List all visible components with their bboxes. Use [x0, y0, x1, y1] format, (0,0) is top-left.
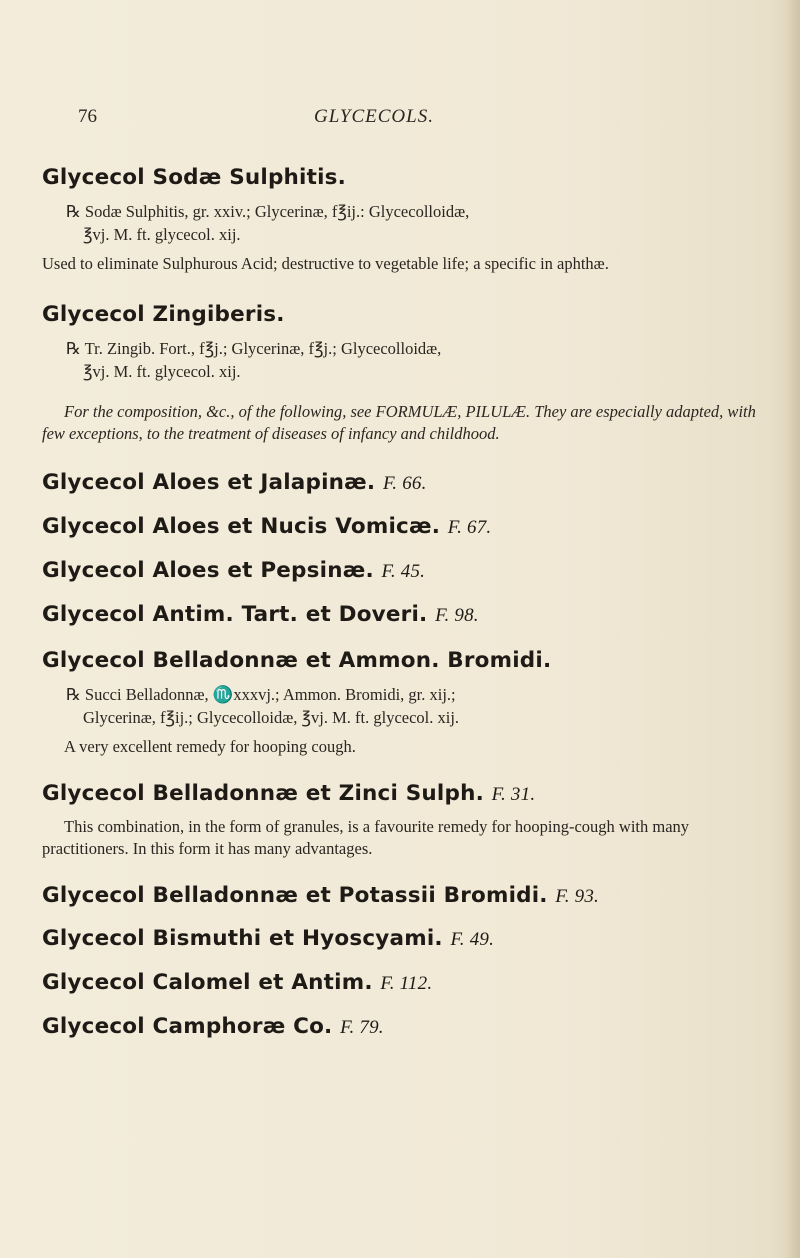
formula-ref: F. 45.	[381, 561, 426, 582]
prescription-line: ℥vj. M. ft. glycecol. xij.	[83, 362, 241, 381]
entry-sodae-sulphitis	[42, 164, 762, 275]
prescription-line: ℥vj. M. ft. glycecol. xij.	[83, 225, 241, 244]
prescription-line: ℞ Sodæ Sulphitis, gr. xxiv.; Glycerinæ, f℥ij.: Glycecolloidæ,	[66, 202, 470, 221]
page-content	[42, 164, 762, 1049]
formula-ref: F. 49.	[450, 929, 495, 950]
formula-ref: F. 31.	[491, 784, 536, 805]
reference-entry	[42, 461, 762, 505]
entry-belladonnae-potassii	[42, 882, 762, 911]
reference-heading: Glycecol Aloes et Pepsinæ.	[42, 558, 374, 583]
prescription-line: Glycerinæ, f℥ij.; Glycecolloidæ, ℥vj. M. ft. glycecol. xij.	[83, 708, 460, 727]
reference-heading: Glycecol Camphoræ Co.	[42, 1014, 333, 1039]
entry-heading: Glycecol Belladonnæ et Potassii Bromidi. F. 93.	[42, 883, 599, 908]
reference-entry	[42, 961, 762, 1005]
formula-ref: F. 93.	[555, 886, 599, 907]
entry-description: Used to eliminate Sulphurous Acid; destructive to vegetable life; a specific in aphthæ.	[42, 254, 609, 273]
prescription-line: ℞ Tr. Zingib. Fort., f℥j.; Glycerinæ, f℥j.; Glycecolloidæ,	[66, 339, 442, 358]
entry-description: This combination, in the form of granules, is a favourite remedy for hooping-cough with many practitioners. In this form it has many advantages.	[42, 817, 690, 858]
reference-heading: Glycecol Bismuthi et Hyoscyami.	[42, 926, 443, 951]
reference-list-end	[42, 917, 762, 1049]
composition-note: For the composition, &c., of the following, see FORMULÆ, PILULÆ. They are especially adapted, with few exceptions, to the treatment of diseases of infancy and childhood.	[42, 402, 756, 443]
formula-ref: F. 112.	[380, 973, 433, 994]
entry-zingiberis	[42, 301, 762, 383]
reference-heading: Glycecol Aloes et Jalapinæ.	[42, 470, 376, 495]
reference-entry	[42, 593, 762, 637]
page-number: 76	[78, 106, 97, 127]
entry-heading: Glycecol Belladonnæ et Ammon. Bromidi.	[42, 648, 552, 673]
entry-heading: Glycecol Zingiberis.	[42, 302, 285, 327]
prescription	[66, 200, 762, 246]
reference-entry	[42, 1005, 762, 1049]
entry-belladonnae-zinci	[42, 780, 762, 860]
entry-belladonnae-ammon	[42, 647, 762, 758]
reference-heading: Glycecol Calomel et Antim.	[42, 970, 373, 995]
reference-entry	[42, 549, 762, 593]
running-head	[78, 106, 730, 136]
prescription	[66, 337, 762, 383]
reference-entry	[42, 505, 762, 549]
formula-ref: F. 79.	[340, 1017, 384, 1038]
prescription-line: ℞ Succi Belladonnæ, ♏xxxvj.; Ammon. Bromidi, gr. xij.;	[66, 685, 456, 704]
running-title: GLYCECOLS.	[314, 106, 434, 127]
formula-ref: F. 66.	[382, 473, 427, 494]
entry-heading: Glycecol Sodæ Sulphitis.	[42, 165, 347, 190]
entry-heading: Glycecol Belladonnæ et Zinci Sulph. F. 31.	[42, 781, 536, 806]
reference-list	[42, 461, 762, 637]
formula-ref: F. 67.	[447, 517, 492, 538]
reference-heading: Glycecol Aloes et Nucis Vomicæ.	[42, 514, 441, 539]
prescription	[66, 683, 762, 729]
page-edge-shadow	[786, 0, 800, 1258]
reference-heading: Glycecol Antim. Tart. et Doveri.	[42, 602, 428, 627]
entry-description: A very excellent remedy for hooping cough.	[64, 737, 356, 756]
formula-ref: F. 98.	[435, 605, 479, 626]
reference-entry	[42, 917, 762, 961]
